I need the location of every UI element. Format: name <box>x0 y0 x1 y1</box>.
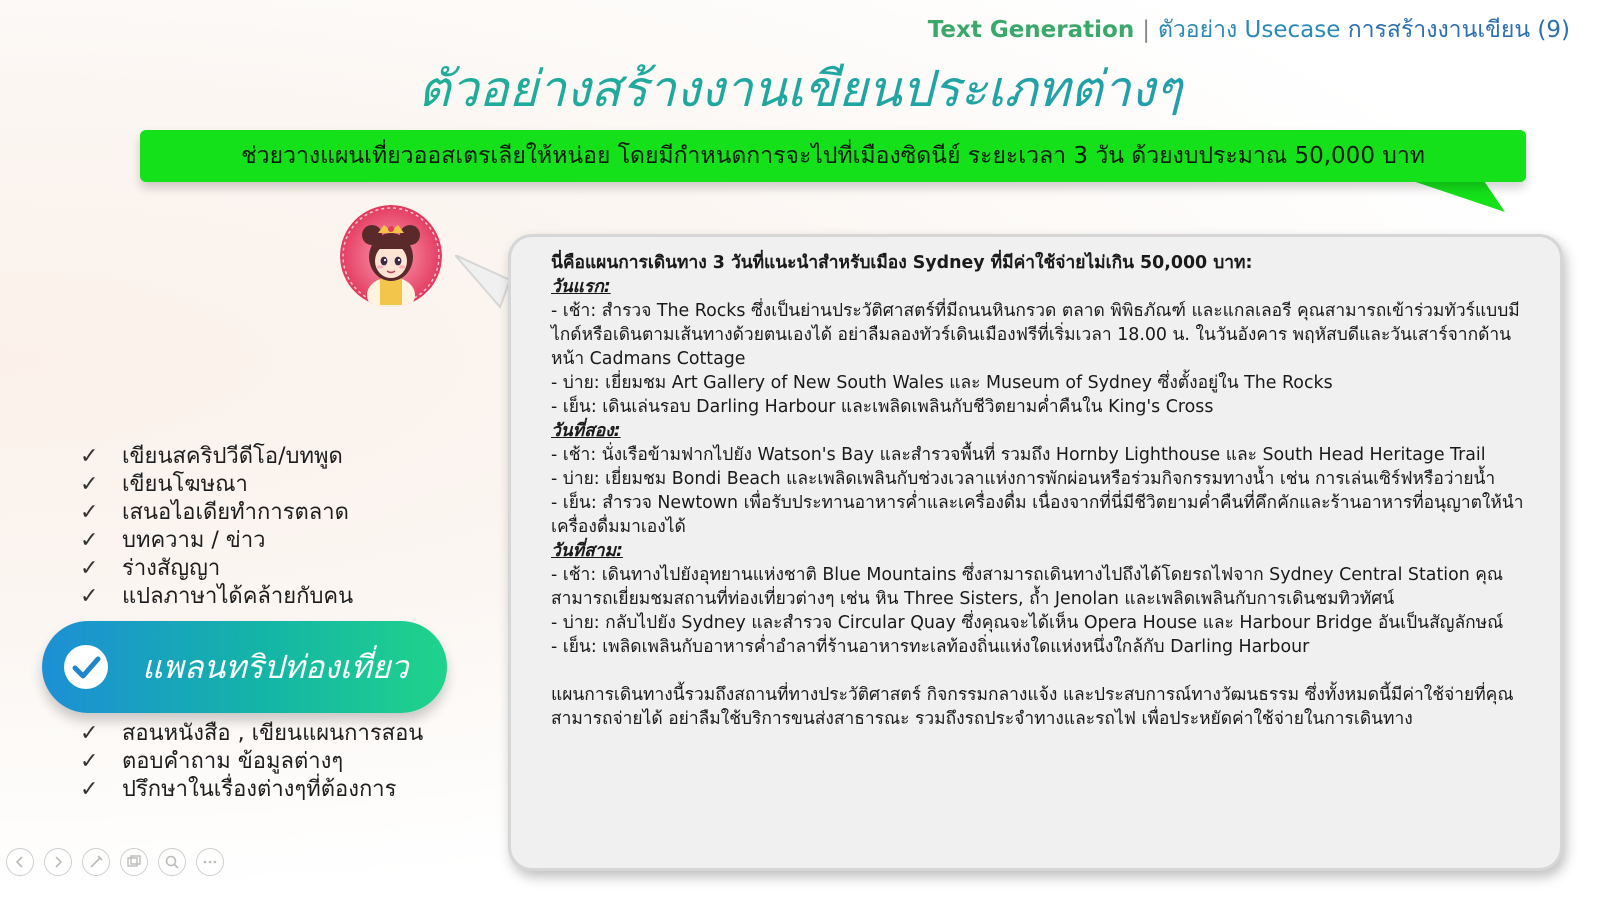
list-item-label: บทความ / ข่าว <box>122 528 266 553</box>
checklist-top <box>80 443 353 611</box>
list-item <box>80 720 423 748</box>
day1-evening: - เย็น: เดินเล่นรอบ Darling Harbour และเพลิดเพลินกับชีวิตยามค่ำคืนใน King's Cross <box>551 397 1214 417</box>
check-mark-icon: ✓ <box>80 444 99 469</box>
highlight-trip-plan <box>42 621 447 713</box>
response-intro: นี่คือแผนการเดินทาง 3 วันที่แนะนำสำหรับเมือง Sydney ที่มีค่าใช้จ่ายไม่เกิน 50,000 บาท: <box>551 253 1253 273</box>
list-item <box>80 499 353 527</box>
response-summary: แผนการเดินทางนี้รวมถึงสถานที่ทางประวัติศาสตร์ กิจกรรมกลางแจ้ง และประสบการณ์ทางวัฒนธรรม ซึ่งทั้งหมดนี้มีค่าใช้จ่ายที่คุณสามารถจ่ายได้ อย่าลืมใช้บริการขนส่งสาธารณะ รวมถึงรถประจำทางและรถไฟ เพื่อประหยัดค่าใช้จ่ายในการเดินทาง <box>551 685 1514 729</box>
list-item-label: เสนอไอเดียทำการตลาด <box>122 500 349 525</box>
header-separator: | <box>1142 17 1150 43</box>
list-item <box>80 471 353 499</box>
day3-evening: - เย็น: เพลิดเพลินกับอาหารค่ำอำลาที่ร้านอาหารทะเลท้องถิ่นแห่งใดแห่งหนึ่งใกล้กับ Darling Harbour <box>551 637 1310 657</box>
check-circle-icon <box>64 645 108 689</box>
check-mark-icon: ✓ <box>80 584 99 609</box>
check-mark-icon: ✓ <box>80 721 99 746</box>
list-item-label: ร่างสัญญา <box>122 556 221 581</box>
list-item-label: เขียนสคริปวีดีโอ/บทพูด <box>122 444 343 469</box>
list-item-label: เขียนโฆษณา <box>122 472 248 497</box>
slides-icon[interactable] <box>120 848 148 876</box>
day3-morning: - เช้า: เดินทางไปยังอุทยานแห่งชาติ Blue Mountains ซึ่งสามารถเดินทางไปถึงได้โดยรถไฟจาก Sydney Central Station คุณสามารถเยี่ยมชมสถานที่ท่องเที่ยวต่างๆ เช่น หิน Three Sisters, ถ้ำ Jenolan และเพลิดเพลินกับการเดินชมทิวทัศน์ <box>551 565 1504 609</box>
list-item <box>80 776 423 804</box>
list-item-label: สอนหนังสือ , เขียนแผนการสอน <box>122 721 424 746</box>
list-item-label: ตอบคำถาม ข้อมูลต่างๆ <box>122 749 344 774</box>
pen-icon[interactable] <box>82 848 110 876</box>
list-item <box>80 583 353 611</box>
day1-afternoon: - บ่าย: เยี่ยมชม Art Gallery of New South Wales และ Museum of Sydney ซึ่งตั้งอยู่ใน The Rocks <box>551 373 1333 393</box>
more-icon[interactable] <box>196 848 224 876</box>
avatar <box>340 205 442 307</box>
speech-bubble-tail <box>455 255 515 315</box>
list-item <box>80 748 423 776</box>
header-usecase-prefix: ตัวอย่าง Usecase <box>1157 17 1341 43</box>
page-title: ตัวอย่างสร้างงานเขียนประเภทต่างๆ <box>0 50 1600 129</box>
day2-evening: - เย็น: สำรวจ Newtown เพื่อรับประทานอาหารค่ำและเครื่องดื่ม เนื่องจากที่นี่มีชีวิตยามค่ำคืนที่คึกคักและร้านอาหารที่อนุญาตให้นำเครื่องดื่มมาเองได้ <box>551 493 1524 537</box>
day3-afternoon: - บ่าย: กลับไปยัง Sydney และสำรวจ Circular Quay ซึ่งคุณจะได้เห็น Opera House และ Harbour Bridge อันเป็นสัญลักษณ์ <box>551 613 1504 633</box>
list-item-label: แปลภาษาได้คล้ายกับคน <box>122 584 354 609</box>
highlight-label: แพลนทริปท่องเที่ยว <box>142 648 409 686</box>
response-bubble <box>508 234 1563 871</box>
day1-morning: - เช้า: สำรวจ The Rocks ซึ่งเป็นย่านประวัติศาสตร์ที่มีถนนหินกรวด ตลาด พิพิธภัณฑ์ และแกลเลอรี คุณสามารถเข้าร่วมทัวร์แบบมีไกด์หรือเดินตามเส้นทางด้วยตนเองได้ อย่าลืมลองทัวร์เดินเมืองฟรีที่เริ่มเวลา 18.00 น. ในวันอังคาร พฤหัสบดีและวันเสาร์จากด้านหน้า Cadmans Cottage <box>551 301 1520 369</box>
day2-afternoon: - บ่าย: เยี่ยมชม Bondi Beach และเพลิดเพลินกับช่วงเวลาแห่งการพักผ่อนหรือร่วมกิจกรรมทางน้ำ เช่น การเล่นเซิร์ฟหรือว่ายน้ำ <box>551 469 1496 489</box>
check-mark-icon: ✓ <box>80 472 99 497</box>
header-category: Text Generation <box>927 17 1135 43</box>
list-item <box>80 443 353 471</box>
next-slide-icon[interactable] <box>44 848 72 876</box>
check-mark-icon: ✓ <box>80 556 99 581</box>
day3-heading: วันที่สาม: <box>551 541 623 561</box>
checklist-bottom <box>80 720 423 804</box>
day2-morning: - เช้า: นั่งเรือข้ามฟากไปยัง Watson's Bay และสำรวจพื้นที่ รวมถึง Hornby Lighthouse และ South Head Heritage Trail <box>551 445 1486 465</box>
list-item-label: ปรึกษาในเรื่องต่างๆที่ต้องการ <box>122 777 397 802</box>
zoom-icon[interactable] <box>158 848 186 876</box>
prev-slide-icon[interactable] <box>6 848 34 876</box>
check-mark-icon: ✓ <box>80 500 99 525</box>
header-usecase-title: การสร้างงานเขียน (9) <box>1347 17 1570 43</box>
list-item <box>80 555 353 583</box>
paragraph-spacer <box>551 659 1538 683</box>
avatar-illustration <box>340 205 442 307</box>
prompt-bar-tail <box>0 0 1600 230</box>
day2-heading: วันที่สอง: <box>551 421 621 441</box>
prompt-bar: ช่วยวางแผนเที่ยวออสเตรเลียให้หน่อย โดยมีกำหนดการจะไปที่เมืองซิดนีย์ ระยะเวลา 3 วัน ด้วยงบประมาณ 50,000 บาท <box>140 130 1526 182</box>
check-mark-icon: ✓ <box>80 528 99 553</box>
check-mark-icon: ✓ <box>80 749 99 774</box>
day1-heading: วันแรก: <box>551 277 611 297</box>
list-item <box>80 527 353 555</box>
check-mark-icon: ✓ <box>80 777 99 802</box>
